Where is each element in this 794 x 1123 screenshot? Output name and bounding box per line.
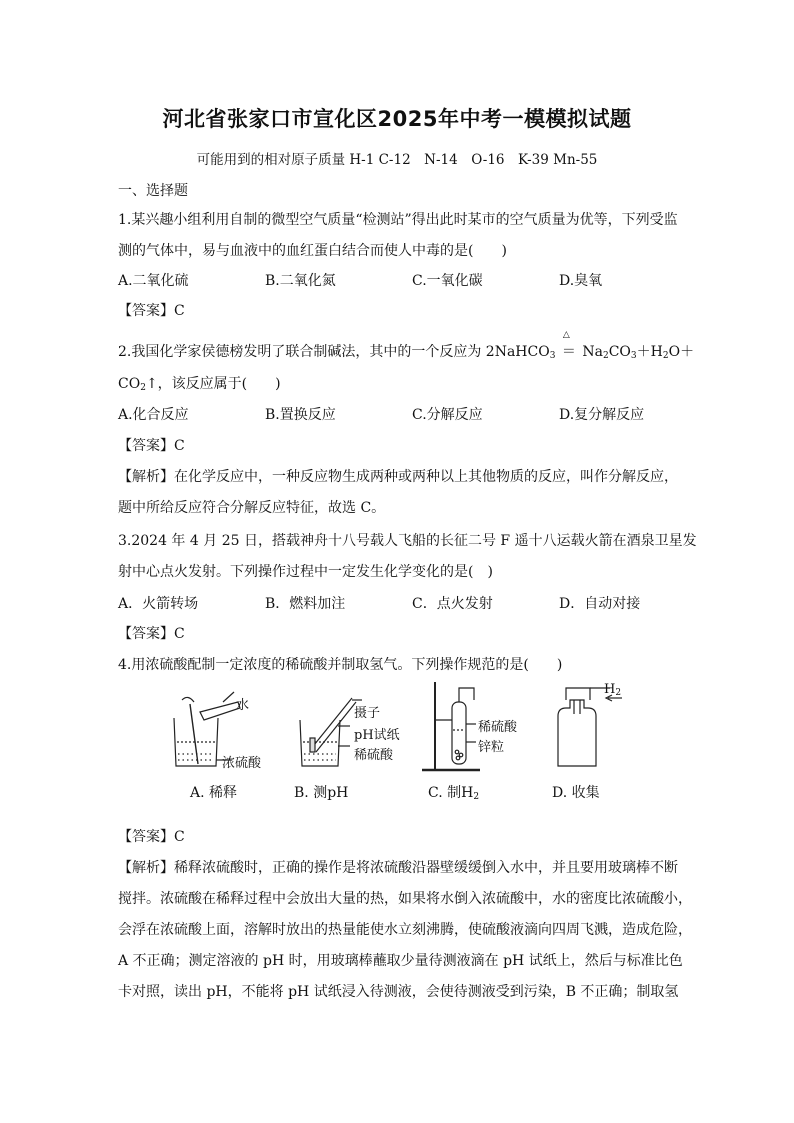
q1-option-b: B.二氧化氮	[265, 273, 336, 289]
section-heading: 一、选择题	[118, 183, 188, 199]
q2-option-b: B.置换反应	[265, 407, 336, 423]
q2-option-a: A.化合反应	[118, 407, 189, 423]
q3-answer: 【答案】C	[118, 626, 185, 642]
label-dilute-acid-c: 稀硫酸	[478, 720, 518, 735]
q2-option-c: C.分解反应	[412, 407, 483, 423]
caption-c: C. 制$H_2$	[428, 785, 480, 802]
q1-line1: 1.某兴趣小组利用自制的微型空气质量“检测站”得出此时某市的空气质量为优等，下列受监	[118, 212, 678, 228]
q3-line1: 3.2024 年 4 月 25 日，搭载神舟十八号载人飞船的长征二号 F 遥十八运载火箭在酒泉卫星发	[118, 533, 697, 549]
test-tube-stand-icon	[422, 682, 480, 770]
q1-line2: 测的气体中，易与血液中的血红蛋白结合而使人中毒的是( )	[118, 243, 507, 259]
q4-line1: 4.用浓硫酸配制一定浓度的稀硫酸并制取氢气。下列操作规范的是( )	[118, 657, 563, 673]
q4-apparatus-figure	[160, 680, 630, 805]
q2-answer: 【答案】C	[118, 438, 185, 454]
q2-analysis-line1: 【解析】在化学反应中，一种反应物生成两种或两种以上其他物质的反应，叫作分解反应，	[118, 469, 678, 485]
q2-line1: 2.我国化学家侯德榜发明了联合制碱法，其中的一个反应为 2NaHCO$_3$ △ ＝ $Na_2CO_3+H_2O+$	[118, 330, 695, 361]
label-zinc: 锌粒	[478, 740, 505, 755]
q2-analysis-line2: 题中所给反应符合分解反应特征，故选 C。	[118, 500, 386, 516]
label-dilute-acid-b: 稀硫酸	[354, 748, 394, 763]
q2-option-d: D.复分解反应	[559, 407, 645, 423]
q3-option-d: D．自动对接	[559, 596, 641, 612]
page-title: 河北省张家口市宣化区2025年中考一模模拟试题	[162, 107, 632, 131]
caption-b: B. 测pH	[294, 785, 349, 801]
q4-analysis-line4: A 不正确；测定溶液的 pH 时，用玻璃棒蘸取少量待测液滴在 pH 试纸上，然后与标准比色	[118, 953, 683, 969]
q1-option-a: A.二氧化硫	[118, 273, 189, 289]
caption-a: A. 稀释	[190, 785, 238, 801]
label-water: 水	[236, 698, 250, 713]
atomic-mass-note: 可能用到的相对原子质量 H-1 C-12 N-14 O-16 K-39 Mn-55	[196, 152, 598, 168]
q4-answer: 【答案】C	[118, 829, 185, 845]
q1-answer: 【答案】C	[118, 303, 185, 319]
q3-option-b: B．燃料加注	[265, 596, 346, 612]
label-h2: $H_2$	[604, 682, 622, 698]
label-conc-acid: 浓硫酸	[222, 756, 262, 771]
q1-option-d: D.臭氧	[559, 273, 603, 289]
beaker-ph-test-icon	[300, 698, 362, 766]
q1-option-c: C.一氧化碳	[412, 273, 483, 289]
heat-equals-sign: △ ＝	[561, 330, 576, 360]
q4-analysis-line1: 【解析】稀释浓硫酸时，正确的操作是将浓硫酸沿器壁缓缓倒入水中，并且要用玻璃棒不断	[118, 860, 678, 876]
label-ph-paper: pH试纸	[354, 728, 400, 743]
gas-bottle-icon	[558, 688, 622, 766]
label-tweezers: 摄子	[354, 706, 381, 721]
q2-line2: $CO_2↑$，该反应属于( )	[118, 376, 281, 393]
q4-analysis-line2: 搅拌。浓硫酸在稀释过程中会放出大量的热，如果将水倒入浓硫酸中，水的密度比浓硫酸小，	[118, 891, 692, 907]
q3-option-a: A．火箭转场	[118, 596, 199, 612]
q4-analysis-line5: 卡对照，读出 pH，不能将 pH 试纸浸入待测液，会使待测液受到污染，B 不正确；制取氢	[118, 984, 679, 1000]
q3-option-c: C．点火发射	[412, 596, 493, 612]
q4-analysis-line3: 会浮在浓硫酸上面，溶解时放出的热量能使水立刻沸腾，使硫酸液滴向四周飞溅，造成危险，	[118, 922, 692, 938]
caption-d: D. 收集	[552, 785, 600, 801]
q3-line2: 射中心点火发射。下列操作过程中一定发生化学变化的是( )	[118, 564, 493, 580]
